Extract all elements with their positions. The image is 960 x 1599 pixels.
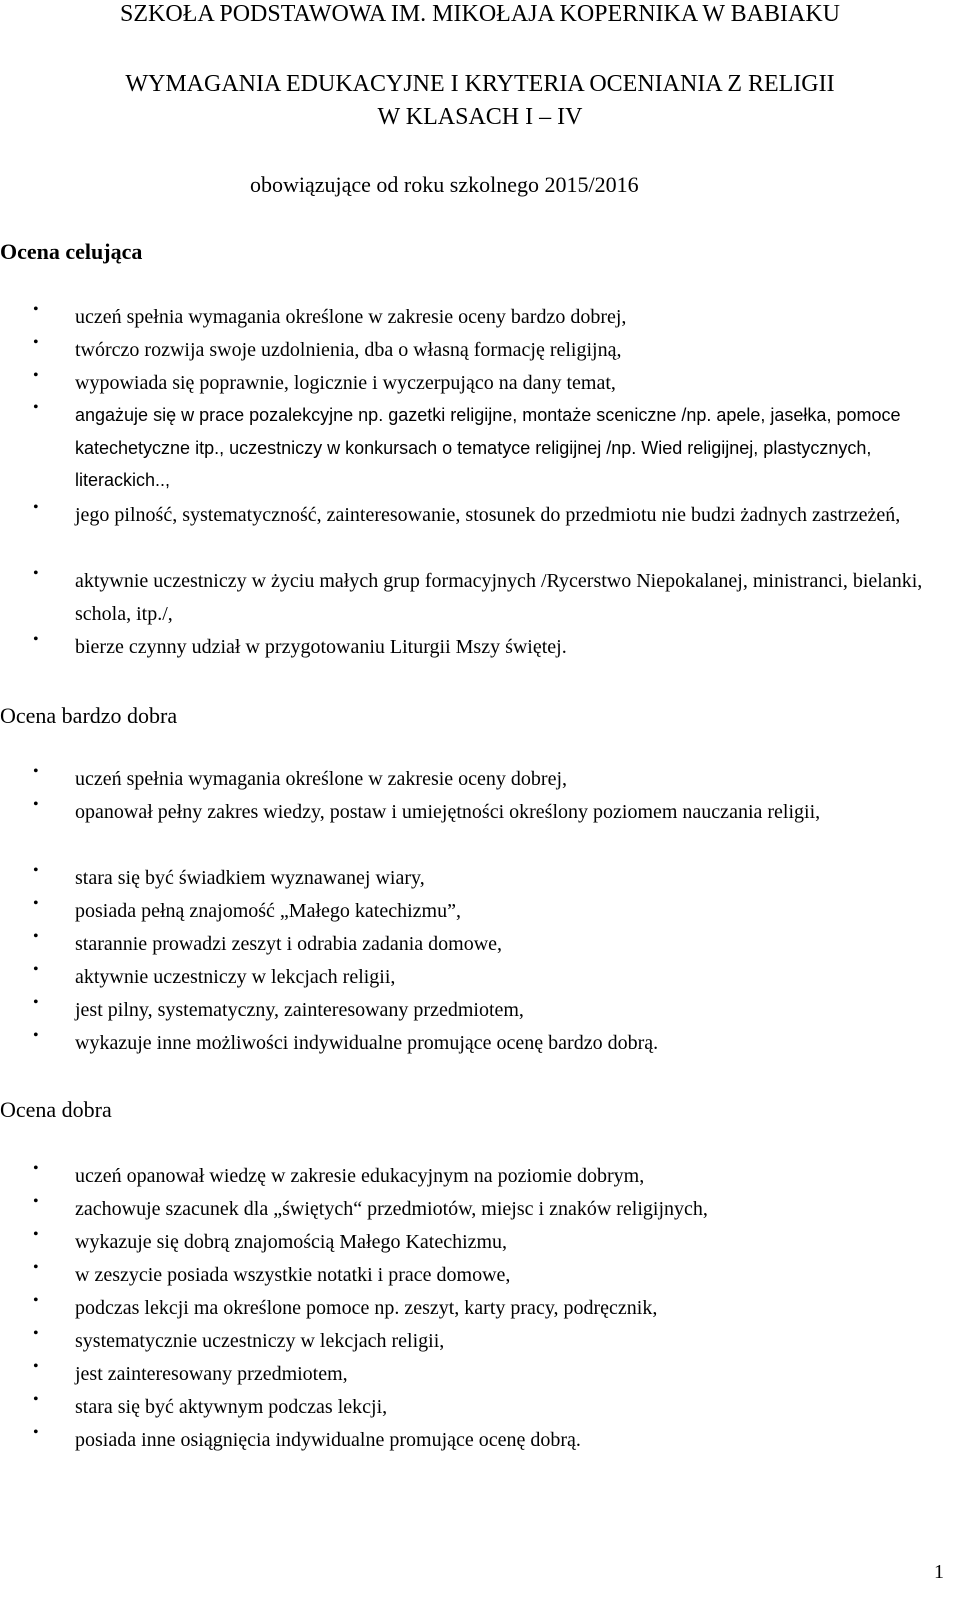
- bullet-icon: •: [33, 1424, 39, 1441]
- bullet-icon: •: [33, 301, 39, 318]
- bullet-icon: •: [33, 1391, 39, 1408]
- bullet-icon: •: [33, 1027, 39, 1044]
- requirements-list-celujaca-extra: [0, 399, 940, 499]
- section-heading-dobra: Ocena dobra: [0, 1097, 112, 1122]
- list-item: • w zeszycie posiada wszystkie notatki i prace domowe,: [33, 1259, 511, 1286]
- bullet-icon: •: [33, 1259, 39, 1276]
- list-item: • posiada pełną znajomość „Małego katechizmu”,: [33, 895, 461, 922]
- list-item: • jego pilność, systematyczność, zainteresowanie, stosunek do przedmiotu nie budzi żadnych zastrzeżeń,: [33, 499, 901, 526]
- page-number: 1: [934, 1561, 944, 1583]
- list-item: • systematycznie uczestniczy w lekcjach religii,: [33, 1325, 445, 1352]
- bullet-icon: •: [33, 565, 39, 582]
- list-item: • bierze czynny udział w przygotowaniu Liturgii Mszy świętej.: [33, 631, 567, 658]
- list-item: • uczeń spełnia wymagania określone w zakresie oceny dobrej,: [33, 763, 568, 790]
- list-item: • twórczo rozwija swoje uzdolnienia, dba o własną formację religijną,: [33, 334, 622, 361]
- list-item: • stara się być świadkiem wyznawanej wiary,: [33, 862, 425, 889]
- list-item: • stara się być aktywnym podczas lekcji,: [33, 1391, 388, 1418]
- bullet-icon: •: [33, 796, 39, 813]
- bullet-icon: •: [33, 1193, 39, 1210]
- list-item: • wypowiada się poprawnie, logicznie i wyczerpująco na dany temat,: [33, 367, 616, 394]
- list-item: • angażuje się w prace pozalekcyjne np. gazetki religijne, montaże sceniczne /np. apele, jasełka, pomoce katechetyczne itp., uczestniczy w konkursach o tematyce religijnej /np. Wied religijnej, plastycznych, literackich..,: [33, 399, 901, 490]
- bullet-icon: •: [33, 1226, 39, 1243]
- bullet-icon: •: [33, 399, 39, 416]
- bullet-icon: •: [33, 499, 39, 516]
- bullet-icon: •: [33, 1160, 39, 1177]
- bullet-icon: •: [33, 334, 39, 351]
- list-item: • starannie prowadzi zeszyt i odrabia zadania domowe,: [33, 928, 503, 955]
- bullet-icon: •: [33, 367, 39, 384]
- list-item: • aktywnie uczestniczy w lekcjach religii,: [33, 961, 396, 988]
- document-title-line2: W KLASACH I – IV: [377, 104, 583, 130]
- bullet-icon: •: [33, 961, 39, 978]
- section-heading-celujaca: Ocena celująca: [0, 239, 143, 264]
- requirements-list-bardzo-dobra: [0, 763, 940, 1060]
- list-item: • uczeń spełnia wymagania określone w zakresie oceny bardzo dobrej,: [33, 301, 627, 328]
- list-item: • uczeń opanował wiedzę w zakresie edukacyjnym na poziomie dobrym,: [33, 1160, 645, 1187]
- bullet-icon: •: [33, 631, 39, 648]
- requirements-list-celujaca: [0, 301, 626, 400]
- requirements-list-celujaca-rest: [0, 499, 940, 664]
- bullet-icon: •: [33, 862, 39, 879]
- document-title-line1: WYMAGANIA EDUKACYJNE I KRYTERIA OCENIANIA Z RELIGII: [125, 71, 835, 97]
- list-item: • posiada inne osiągnięcia indywidualne promujące ocenę dobrą.: [33, 1424, 581, 1451]
- school-name: SZKOŁA PODSTAWOWA IM. MIKOŁAJA KOPERNIKA W BABIAKU: [120, 1, 840, 27]
- list-item: • zachowuje szacunek dla „świętych“ przedmiotów, miejsc i znaków religijnych,: [33, 1193, 708, 1220]
- section-heading-bardzo-dobra: Ocena bardzo dobra: [0, 703, 178, 728]
- list-item: • podczas lekcji ma określone pomoce np. zeszyt, karty pracy, podręcznik,: [33, 1292, 658, 1319]
- list-item: • aktywnie uczestniczy w życiu małych grup formacyjnych /Rycerstwo Niepokalanej, ministranci, bielanki, schola, itp./,: [33, 565, 923, 625]
- bullet-icon: •: [33, 1325, 39, 1342]
- list-item: • wykazuje się dobrą znajomością Małego Katechizmu,: [33, 1226, 508, 1253]
- validity-note: obowiązujące od roku szkolnego 2015/2016: [250, 172, 639, 197]
- bullet-icon: •: [33, 994, 39, 1011]
- bullet-icon: •: [33, 895, 39, 912]
- list-item: • wykazuje inne możliwości indywidualne promujące ocenę bardzo dobrą.: [33, 1027, 659, 1054]
- bullet-icon: •: [33, 1292, 39, 1309]
- bullet-icon: •: [33, 1358, 39, 1375]
- list-item: • opanował pełny zakres wiedzy, postaw i umiejętności określony poziomem nauczania religii,: [33, 796, 821, 823]
- bullet-icon: •: [33, 928, 39, 945]
- list-item: • jest pilny, systematyczny, zainteresowany przedmiotem,: [33, 994, 524, 1021]
- bullet-icon: •: [33, 763, 39, 780]
- requirements-list-dobra: [0, 1160, 708, 1457]
- list-item: • jest zainteresowany przedmiotem,: [33, 1358, 348, 1385]
